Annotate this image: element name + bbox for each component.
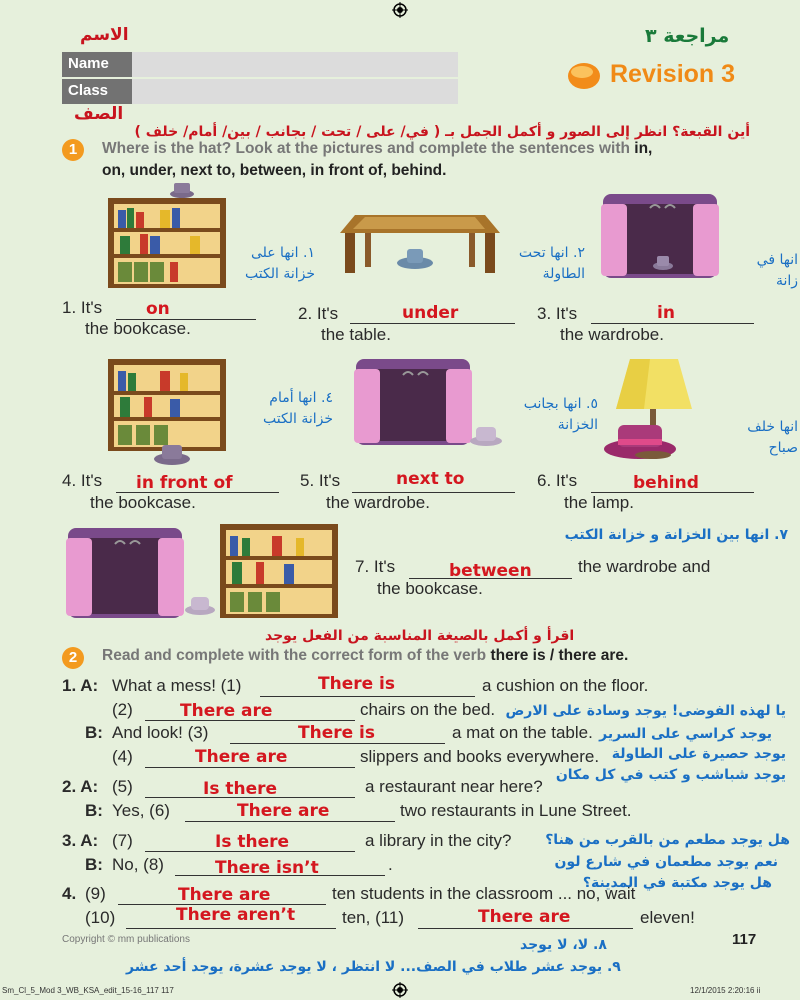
ex1-item6-tail: the lamp. — [564, 493, 634, 512]
ex1-item3-tail: the wardrobe. — [560, 325, 664, 344]
ex2-arabic-note-5: هل يوجد مطعم من بالقرب من هنا؟ — [545, 832, 790, 848]
ex2-blank-10[interactable]: There aren’t — [126, 910, 336, 929]
ex1-item7-prefix: 7. It's — [355, 557, 396, 576]
ex1-item2-tail: the table. — [321, 325, 391, 344]
ex2-line5-tail: a restaurant near here? — [365, 777, 543, 796]
ex2-blank-4[interactable]: There are — [145, 749, 355, 768]
ex2-line9-tail: ten students in the classroom ... no, wait — [332, 884, 636, 903]
ex2-blank-11[interactable]: There are — [418, 910, 633, 929]
ex2-line6-label: B: — [85, 801, 103, 820]
ex2-arabic-note-2: يوجد كراسي على السرير — [599, 726, 772, 742]
ex2-blank-6[interactable]: There are — [185, 803, 395, 822]
ex1-item7-arabic: ٧. انها بين الخزانة و خزانة الكتب — [564, 527, 788, 543]
ex1-number-badge: 1 — [62, 139, 84, 161]
ex2-arabic-note-8: ٨. لا، لا يوجد — [520, 937, 607, 953]
ex1-item2-blank[interactable]: under — [350, 305, 515, 324]
copyright: Copyright © mm publications — [62, 934, 190, 945]
ex1-item4-prefix: 4. It's — [62, 471, 103, 490]
ex1-item5-tail: the wardrobe. — [326, 493, 430, 512]
wardrobe-hat-in-picture — [595, 190, 725, 280]
ex2-arabic-note-6: نعم يوجد مطعمان في شارع لون — [554, 854, 778, 870]
ex2-line5-text: (5) — [112, 777, 133, 796]
ex2-line8-text: No, (8) — [112, 855, 164, 874]
ex1-item5-blank[interactable]: next to — [352, 474, 515, 493]
ex2-line10-mid: ten, (11) — [342, 908, 405, 927]
ex2-line1-tail: a cushion on the floor. — [482, 676, 649, 695]
print-slug: Sm_Cl_5_Mod 3_WB_KSA_edit_15-16_117 117 — [2, 986, 174, 995]
ex1-item7-blank[interactable]: between — [409, 560, 572, 579]
page-number: 117 — [732, 931, 757, 948]
ex2-line10-tail: eleven! — [640, 908, 695, 927]
ex1-instruction: Where is the hat? Look at the pictures and complete the sentences with in, on, under, next to, between, in front of, behind. — [102, 140, 653, 179]
ex1-item2-arabic: ٢. انها تحت الطاولة — [518, 245, 585, 282]
ex2-blank-8[interactable]: There isn’t — [175, 857, 385, 876]
ex2-line9-label: 4. — [62, 884, 77, 903]
name-label: Name — [62, 52, 132, 77]
ex2-line4-tail: slippers and books everywhere. — [360, 747, 600, 766]
ex1-item1-tail: the bookcase. — [85, 319, 191, 338]
ex2-line3-label: B: — [85, 723, 103, 742]
registration-mark-icon — [392, 982, 408, 998]
class-arabic: الصف — [74, 104, 124, 124]
review-arabic: مراجعة ٣ — [645, 25, 730, 47]
ex1-item4-blank[interactable]: in front of — [116, 474, 279, 493]
ex1-item7-tail: the wardrobe and — [578, 557, 711, 576]
wardrobe-bookcase-hat-between-picture — [60, 522, 350, 622]
ex2-line9-text: (9) — [85, 884, 106, 903]
ex2-line7-tail: a library in the city? — [365, 831, 512, 850]
ex2-line2-text: (2) — [112, 700, 133, 719]
bookcase-hat-front-picture — [100, 355, 230, 467]
ex1-item4-arabic: ٤. انها أمام خزانة الكتب — [263, 390, 333, 427]
name-field[interactable] — [132, 52, 458, 77]
lamp-hat-behind-picture — [600, 355, 710, 465]
ex1-item4-tail: the bookcase. — [90, 493, 196, 512]
ex2-blank-1[interactable]: There is — [260, 678, 475, 697]
revision-logo-icon — [566, 60, 602, 92]
page-title: Revision 3 — [610, 60, 736, 88]
print-date: 12/1/2015 2:20:16 ii — [690, 986, 761, 995]
ex2-number-badge: 2 — [62, 647, 84, 669]
table-hat-under-picture — [335, 205, 505, 275]
ex1-item3-arabic: انها في زانة — [756, 252, 798, 289]
ex1-item2-prefix: 2. It's — [298, 304, 339, 323]
ex2-blank-9[interactable]: There are — [118, 886, 326, 905]
ex1-item6-arabic: انها خلف صباح — [747, 419, 798, 456]
ex2-line8-label: B: — [85, 855, 103, 874]
ex2-arabic-note-3: يوجد حصيرة على الطاولة — [611, 746, 786, 762]
ex2-blank-3[interactable]: There is — [230, 725, 445, 744]
ex2-blank-5[interactable]: Is there — [145, 779, 355, 798]
ex2-arabic-note-7: هل يوجد مكتبة في المدينة؟ — [582, 875, 772, 891]
class-label: Class — [62, 79, 132, 104]
ex2-line1-text: What a mess! (1) — [112, 676, 242, 695]
ex2-line7-label: 3. A: — [62, 831, 99, 850]
ex1-item1-blank[interactable]: on — [116, 301, 256, 320]
ex1-item3-prefix: 3. It's — [537, 304, 578, 323]
ex2-line6-text: Yes, (6) — [112, 801, 170, 820]
ex1-item3-blank[interactable]: in — [591, 305, 754, 324]
ex1-item6-prefix: 6. It's — [537, 471, 578, 490]
ex2-line8-tail: . — [388, 855, 393, 874]
class-field[interactable] — [132, 79, 458, 104]
ex2-line10-text: (10) — [85, 908, 116, 927]
ex2-arabic-note-9: ٩. يوجد عشر طلاب في الصف... لا انتظر ، لا يوجد عشرة، يوجد أحد عشر — [126, 959, 621, 975]
ex2-line3-tail: a mat on the table. — [452, 723, 593, 742]
ex2-line4-text: (4) — [112, 747, 133, 766]
ex1-item1-arabic: ١. انها على خزانة الكتب — [245, 245, 315, 282]
ex2-arabic-note-1: يا لهذه الفوضى! يوجد وسادة على الارض — [505, 703, 786, 719]
registration-mark-icon — [392, 2, 408, 18]
name-arabic: الاسم — [80, 25, 129, 45]
ex2-blank-2[interactable]: There are — [145, 702, 355, 721]
ex1-arabic-instruction: أين القبعة؟ انظر إلى الصور و أكمل الجمل بـ ( في/ على / تحت / بجانب / بين/ أمام/ خلف ) — [134, 124, 750, 140]
bookcase-hat-on-picture — [100, 180, 230, 290]
ex2-line2-tail: chairs on the bed. — [360, 700, 496, 719]
ex1-item5-arabic: ٥. انها بجانب الخزانة — [523, 396, 598, 433]
ex2-arabic-instruction: اقرأ و أكمل بالصيغة المناسبة من الفعل يوجد — [265, 628, 575, 644]
ex2-arabic-note-4: يوجد شباشب و كتب في كل مكان — [555, 767, 786, 783]
ex2-line7-text: (7) — [112, 831, 133, 850]
ex1-item1-prefix: 1. It's — [62, 298, 103, 317]
ex2-line1-label: 1. A: — [62, 676, 99, 695]
ex2-instruction: Read and complete with the correct form of the verb there is / there are. — [102, 647, 629, 664]
ex2-line5-label: 2. A: — [62, 777, 99, 796]
ex2-line3-text: And look! (3) — [112, 723, 209, 742]
ex1-item5-prefix: 5. It's — [300, 471, 341, 490]
wardrobe-hat-nextto-picture — [348, 355, 508, 450]
ex2-line6-tail: two restaurants in Lune Street. — [400, 801, 632, 820]
ex1-item7-tail2: the bookcase. — [377, 579, 483, 598]
ex2-blank-7[interactable]: Is there — [145, 833, 355, 852]
ex1-item6-blank[interactable]: behind — [591, 474, 754, 493]
